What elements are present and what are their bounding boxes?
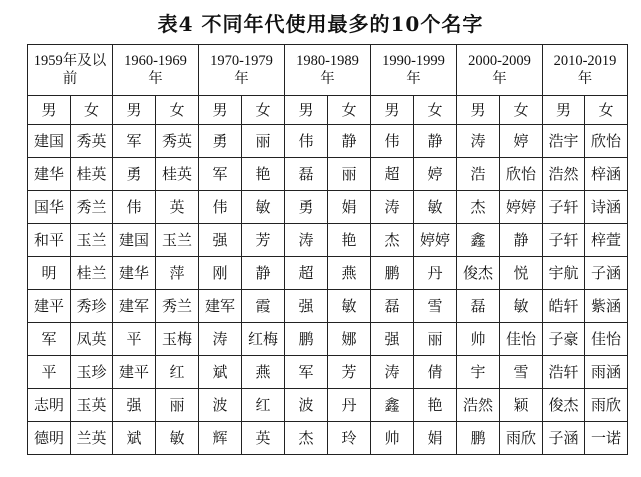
- male-name-cell: 波: [285, 389, 328, 422]
- female-header: 女: [414, 96, 457, 125]
- male-name-cell: 涛: [371, 356, 414, 389]
- female-name-cell: 丽: [328, 158, 371, 191]
- female-name-cell: 雨欣: [500, 422, 543, 455]
- period-range: 1960-1969: [124, 53, 187, 69]
- female-name-cell: 婷: [500, 125, 543, 158]
- female-name-cell: 秀兰: [156, 290, 199, 323]
- male-name-cell: 俊杰: [457, 257, 500, 290]
- male-name-cell: 志明: [28, 389, 71, 422]
- female-name-cell: 丹: [328, 389, 371, 422]
- female-name-cell: 静: [328, 125, 371, 158]
- female-name-cell: 敏: [328, 290, 371, 323]
- male-name-cell: 鹏: [457, 422, 500, 455]
- female-name-cell: 艳: [414, 389, 457, 422]
- male-name-cell: 磊: [457, 290, 500, 323]
- male-name-cell: 军: [199, 158, 242, 191]
- period-range: 1959年及以: [33, 53, 107, 69]
- male-name-cell: 涛: [457, 125, 500, 158]
- period-header: [113, 45, 199, 96]
- male-name-cell: 和平: [28, 224, 71, 257]
- female-name-cell: 玉英: [71, 389, 113, 422]
- period-suffix: 年: [577, 71, 593, 87]
- male-name-cell: 磊: [285, 158, 328, 191]
- female-name-cell: 敏: [414, 191, 457, 224]
- table-row: [28, 356, 628, 389]
- female-header: 女: [71, 96, 113, 125]
- male-name-cell: 刚: [199, 257, 242, 290]
- female-name-cell: 雪: [500, 356, 543, 389]
- male-name-cell: 超: [371, 158, 414, 191]
- period-suffix: 年: [492, 71, 507, 87]
- male-name-cell: 鹏: [285, 323, 328, 356]
- female-name-cell: 雨涵: [585, 356, 628, 389]
- male-name-cell: 国华: [28, 191, 71, 224]
- male-name-cell: 子轩: [543, 191, 585, 224]
- male-name-cell: 俊杰: [543, 389, 585, 422]
- female-name-cell: 红: [242, 389, 285, 422]
- male-name-cell: 杰: [371, 224, 414, 257]
- female-name-cell: 萍: [156, 257, 199, 290]
- female-name-cell: 敏: [242, 191, 285, 224]
- period-header-row: [28, 45, 628, 96]
- female-name-cell: 子涵: [585, 257, 628, 290]
- female-name-cell: 秀英: [71, 125, 113, 158]
- female-name-cell: 芳: [242, 224, 285, 257]
- male-name-cell: 子豪: [543, 323, 585, 356]
- male-name-cell: 建平: [28, 290, 71, 323]
- male-name-cell: 勇: [199, 125, 242, 158]
- female-name-cell: 艳: [328, 224, 371, 257]
- period-suffix: 前: [62, 71, 78, 87]
- male-name-cell: 帅: [457, 323, 500, 356]
- male-header: 男: [199, 96, 242, 125]
- female-name-cell: 霞: [242, 290, 285, 323]
- male-name-cell: 辉: [199, 422, 242, 455]
- female-name-cell: 婷: [414, 158, 457, 191]
- table-title: 表4 不同年代使用最多的10个名字: [157, 12, 484, 36]
- male-name-cell: 杰: [457, 191, 500, 224]
- period-header: [285, 45, 371, 96]
- male-name-cell: 军: [113, 125, 156, 158]
- female-header: 女: [156, 96, 199, 125]
- male-header: 男: [543, 96, 585, 125]
- male-name-cell: 伟: [285, 125, 328, 158]
- female-name-cell: 欣怡: [585, 125, 628, 158]
- male-name-cell: 强: [199, 224, 242, 257]
- female-name-cell: 颖: [500, 389, 543, 422]
- female-name-cell: 丽: [156, 389, 199, 422]
- female-name-cell: 佳怡: [500, 323, 543, 356]
- male-name-cell: 平: [113, 323, 156, 356]
- male-header: 男: [457, 96, 500, 125]
- female-name-cell: 丽: [414, 323, 457, 356]
- female-name-cell: 紫涵: [585, 290, 628, 323]
- female-name-cell: 玉兰: [156, 224, 199, 257]
- female-header: 女: [328, 96, 371, 125]
- period-range: 2000-2009: [468, 53, 531, 69]
- male-name-cell: 伟: [199, 191, 242, 224]
- period-range: 2010-2019: [553, 53, 617, 69]
- period-range: 1970-1979: [210, 53, 273, 69]
- table-row: [28, 158, 628, 191]
- male-name-cell: 建国: [28, 125, 71, 158]
- male-name-cell: 子涵: [543, 422, 585, 455]
- female-name-cell: 艳: [242, 158, 285, 191]
- male-name-cell: 皓轩: [543, 290, 585, 323]
- female-name-cell: 梓萱: [585, 224, 628, 257]
- female-name-cell: 玉梅: [156, 323, 199, 356]
- male-name-cell: 明: [28, 257, 71, 290]
- male-name-cell: 建华: [28, 158, 71, 191]
- period-header: [543, 45, 628, 96]
- period-header: [371, 45, 457, 96]
- male-name-cell: 伟: [371, 125, 414, 158]
- male-name-cell: 德明: [28, 422, 71, 455]
- female-name-cell: 英: [242, 422, 285, 455]
- female-name-cell: 婷婷: [500, 191, 543, 224]
- female-name-cell: 燕: [328, 257, 371, 290]
- male-name-cell: 斌: [113, 422, 156, 455]
- male-name-cell: 波: [199, 389, 242, 422]
- female-name-cell: 玲: [328, 422, 371, 455]
- male-header: 男: [28, 96, 71, 125]
- male-name-cell: 浩: [457, 158, 500, 191]
- female-name-cell: 桂英: [71, 158, 113, 191]
- period-header: [28, 45, 113, 96]
- period-header: [457, 45, 543, 96]
- female-name-cell: 梓涵: [585, 158, 628, 191]
- male-name-cell: 鹏: [371, 257, 414, 290]
- period-range: 1980-1989: [296, 53, 359, 69]
- male-name-cell: 超: [285, 257, 328, 290]
- female-name-cell: 婷婷: [414, 224, 457, 257]
- male-name-cell: 军: [285, 356, 328, 389]
- male-name-cell: 军: [28, 323, 71, 356]
- female-name-cell: 雨欣: [585, 389, 628, 422]
- male-name-cell: 勇: [113, 158, 156, 191]
- male-header: 男: [371, 96, 414, 125]
- male-name-cell: 涛: [285, 224, 328, 257]
- male-header: 男: [285, 96, 328, 125]
- male-name-cell: 浩轩: [543, 356, 585, 389]
- male-name-cell: 强: [113, 389, 156, 422]
- male-name-cell: 建军: [199, 290, 242, 323]
- male-name-cell: 浩宇: [543, 125, 585, 158]
- male-name-cell: 强: [285, 290, 328, 323]
- female-name-cell: 凤英: [71, 323, 113, 356]
- male-header: 男: [113, 96, 156, 125]
- female-name-cell: 佳怡: [585, 323, 628, 356]
- male-name-cell: 鑫: [457, 224, 500, 257]
- male-name-cell: 子轩: [543, 224, 585, 257]
- female-name-cell: 燕: [242, 356, 285, 389]
- table-row: [28, 257, 628, 290]
- period-suffix: 年: [234, 71, 249, 87]
- female-name-cell: 一诺: [585, 422, 628, 455]
- male-name-cell: 浩然: [457, 389, 500, 422]
- male-name-cell: 涛: [199, 323, 242, 356]
- female-name-cell: 兰英: [71, 422, 113, 455]
- male-name-cell: 勇: [285, 191, 328, 224]
- female-name-cell: 红梅: [242, 323, 285, 356]
- male-name-cell: 浩然: [543, 158, 585, 191]
- female-name-cell: 秀珍: [71, 290, 113, 323]
- male-name-cell: 斌: [199, 356, 242, 389]
- female-name-cell: 静: [414, 125, 457, 158]
- female-name-cell: 悦: [500, 257, 543, 290]
- female-name-cell: 雪: [414, 290, 457, 323]
- female-name-cell: 敏: [500, 290, 543, 323]
- period-range: 1990-1999: [382, 53, 445, 69]
- male-name-cell: 平: [28, 356, 71, 389]
- male-name-cell: 建华: [113, 257, 156, 290]
- male-name-cell: 建国: [113, 224, 156, 257]
- period-suffix: 年: [148, 71, 163, 87]
- female-name-cell: 玉珍: [71, 356, 113, 389]
- male-name-cell: 涛: [371, 191, 414, 224]
- table-row: [28, 191, 628, 224]
- male-name-cell: 宇航: [543, 257, 585, 290]
- male-name-cell: 鑫: [371, 389, 414, 422]
- female-name-cell: 欣怡: [500, 158, 543, 191]
- table-row: [28, 389, 628, 422]
- male-name-cell: 伟: [113, 191, 156, 224]
- female-name-cell: 敏: [156, 422, 199, 455]
- table-row: [28, 323, 628, 356]
- male-name-cell: 帅: [371, 422, 414, 455]
- female-name-cell: 静: [500, 224, 543, 257]
- table-row: [28, 125, 628, 158]
- female-name-cell: 芳: [328, 356, 371, 389]
- period-header: [199, 45, 285, 96]
- female-name-cell: 丽: [242, 125, 285, 158]
- period-suffix: 年: [320, 71, 335, 87]
- female-name-cell: 红: [156, 356, 199, 389]
- female-name-cell: 静: [242, 257, 285, 290]
- gender-header-row: [28, 96, 628, 125]
- female-name-cell: 诗涵: [585, 191, 628, 224]
- male-name-cell: 建平: [113, 356, 156, 389]
- male-name-cell: 强: [371, 323, 414, 356]
- names-table: [27, 44, 628, 455]
- female-name-cell: 秀兰: [71, 191, 113, 224]
- female-name-cell: 英: [156, 191, 199, 224]
- female-header: 女: [500, 96, 543, 125]
- female-header: 女: [242, 96, 285, 125]
- male-name-cell: 建军: [113, 290, 156, 323]
- table-row: [28, 290, 628, 323]
- female-name-cell: 秀英: [156, 125, 199, 158]
- male-name-cell: 磊: [371, 290, 414, 323]
- female-header: 女: [585, 96, 628, 125]
- female-name-cell: 桂英: [156, 158, 199, 191]
- male-name-cell: 宇: [457, 356, 500, 389]
- female-name-cell: 娟: [414, 422, 457, 455]
- female-name-cell: 玉兰: [71, 224, 113, 257]
- table-row: [28, 422, 628, 455]
- period-suffix: 年: [406, 71, 421, 87]
- female-name-cell: 娜: [328, 323, 371, 356]
- male-name-cell: 杰: [285, 422, 328, 455]
- female-name-cell: 丹: [414, 257, 457, 290]
- female-name-cell: 桂兰: [71, 257, 113, 290]
- female-name-cell: 倩: [414, 356, 457, 389]
- table-row: [28, 224, 628, 257]
- female-name-cell: 娟: [328, 191, 371, 224]
